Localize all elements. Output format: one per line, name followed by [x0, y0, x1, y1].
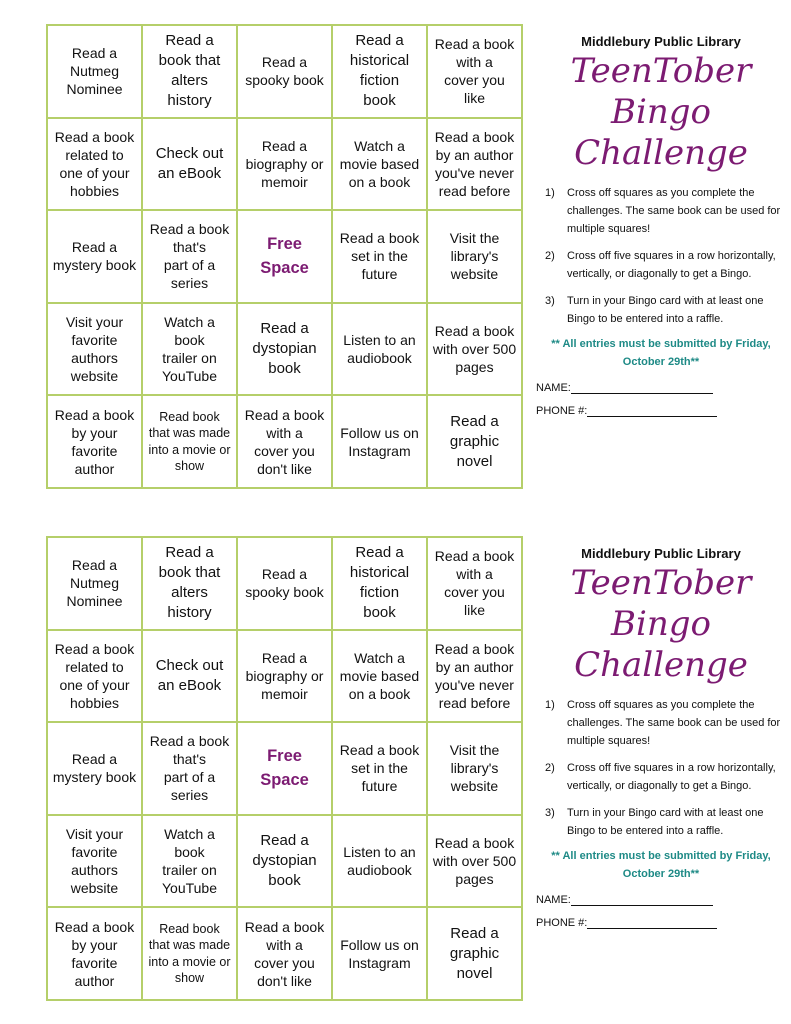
bingo-square: Read a book that's part of a series — [142, 210, 237, 303]
bingo-square: Watch a movie based on a book — [332, 118, 427, 211]
bingo-square: Read a spooky book — [237, 25, 332, 118]
phone-line[interactable] — [587, 915, 717, 929]
phone-label: PHONE #: — [536, 405, 588, 417]
rule-number: 1) — [545, 187, 555, 199]
bingo-square: Read a book with over 500 pages — [427, 815, 522, 908]
bingo-square: Read a book with over 500 pages — [427, 303, 522, 396]
bingo-card-1 — [0, 0, 791, 490]
name-field[interactable] — [536, 380, 786, 394]
name-label: NAME: — [536, 894, 571, 906]
bingo-square: Follow us on Instagram — [332, 395, 427, 488]
bingo-square: Follow us on Instagram — [332, 907, 427, 1000]
phone-field[interactable] — [536, 403, 786, 417]
bingo-square: Read a book by an author you've never read before — [427, 118, 522, 211]
rule-number: 3) — [545, 807, 555, 819]
name-label: NAME: — [536, 382, 571, 394]
bingo-square: Read a book with a cover you like — [427, 537, 522, 630]
bingo-square: Read book that was made into a movie or show — [142, 395, 237, 488]
rule-number: 1) — [545, 699, 555, 711]
rule-text: Cross off five squares in a row horizontally, vertically, or diagonally to get a Bingo. — [567, 762, 776, 792]
bingo-square: Read a book by your favorite author — [47, 907, 142, 1000]
rule-item — [536, 804, 786, 840]
free-space-square: Free Space — [237, 210, 332, 303]
bingo-square: Read a book related to one of your hobbies — [47, 630, 142, 723]
bingo-square: Visit your favorite authors website — [47, 303, 142, 396]
bingo-square: Visit your favorite authors website — [47, 815, 142, 908]
bingo-square: Watch a movie based on a book — [332, 630, 427, 723]
rule-text: Turn in your Bingo card with at least one Bingo to be entered into a raffle. — [567, 807, 764, 837]
bingo-square: Read a mystery book — [47, 210, 142, 303]
bingo-square: Read a book with a cover you don't like — [237, 907, 332, 1000]
bingo-grid — [46, 536, 523, 1001]
rule-item — [536, 759, 786, 795]
bingo-square: Read a biography or memoir — [237, 118, 332, 211]
bingo-square: Listen to an audiobook — [332, 815, 427, 908]
bingo-square: Listen to an audiobook — [332, 303, 427, 396]
rule-item — [536, 247, 786, 283]
rule-number: 3) — [545, 295, 555, 307]
rules-list — [536, 696, 786, 840]
challenge-title: TeenTober Bingo Challenge — [570, 563, 752, 685]
phone-field[interactable] — [536, 915, 786, 929]
deadline-note: ** All entries must be submitted by Friday, October 29th** — [551, 850, 771, 880]
deadline-note: ** All entries must be submitted by Friday, October 29th** — [551, 338, 771, 368]
bingo-square: Read a graphic novel — [427, 395, 522, 488]
bingo-square: Watch a book trailer on YouTube — [142, 815, 237, 908]
rules-list — [536, 184, 786, 328]
bingo-grid — [46, 24, 523, 489]
library-name: Middlebury Public Library — [581, 546, 741, 561]
rule-item — [536, 292, 786, 328]
bingo-square: Visit the library's website — [427, 210, 522, 303]
bingo-square: Read a dystopian book — [237, 303, 332, 396]
name-line[interactable] — [571, 380, 713, 394]
challenge-title: TeenTober Bingo Challenge — [570, 51, 752, 173]
free-space-square: Free Space — [237, 722, 332, 815]
bingo-square: Read a historical fiction book — [332, 25, 427, 118]
bingo-square: Read a biography or memoir — [237, 630, 332, 723]
bingo-square: Visit the library's website — [427, 722, 522, 815]
rule-item — [536, 696, 786, 750]
bingo-square: Read a Nutmeg Nominee — [47, 537, 142, 630]
bingo-square: Read a book set in the future — [332, 210, 427, 303]
instructions-panel — [536, 24, 786, 417]
bingo-square: Read a book that's part of a series — [142, 722, 237, 815]
rule-text: Cross off five squares in a row horizontally, vertically, or diagonally to get a Bingo. — [567, 250, 776, 280]
rule-number: 2) — [545, 250, 555, 262]
bingo-square: Read a graphic novel — [427, 907, 522, 1000]
bingo-square: Check out an eBook — [142, 630, 237, 723]
bingo-square: Read a dystopian book — [237, 815, 332, 908]
instructions-panel — [536, 536, 786, 929]
rule-number: 2) — [545, 762, 555, 774]
bingo-square: Read a book related to one of your hobbies — [47, 118, 142, 211]
bingo-square: Read a book that alters history — [142, 25, 237, 118]
bingo-square: Read a spooky book — [237, 537, 332, 630]
bingo-square: Read a book by your favorite author — [47, 395, 142, 488]
name-field[interactable] — [536, 892, 786, 906]
bingo-square: Read a book set in the future — [332, 722, 427, 815]
bingo-square: Read a historical fiction book — [332, 537, 427, 630]
name-line[interactable] — [571, 892, 713, 906]
bingo-square: Read a Nutmeg Nominee — [47, 25, 142, 118]
bingo-square: Read a book by an author you've never read before — [427, 630, 522, 723]
bingo-square: Read a book with a cover you like — [427, 25, 522, 118]
bingo-square: Read a book with a cover you don't like — [237, 395, 332, 488]
library-name: Middlebury Public Library — [581, 34, 741, 49]
bingo-square: Read a mystery book — [47, 722, 142, 815]
bingo-square: Read book that was made into a movie or show — [142, 907, 237, 1000]
bingo-card-2 — [0, 512, 791, 1002]
phone-label: PHONE #: — [536, 917, 588, 929]
rule-text: Cross off squares as you complete the challenges. The same book can be used for multiple squares! — [567, 187, 781, 235]
bingo-square: Check out an eBook — [142, 118, 237, 211]
rule-text: Cross off squares as you complete the challenges. The same book can be used for multiple squares! — [567, 699, 781, 747]
phone-line[interactable] — [587, 403, 717, 417]
bingo-square: Watch a book trailer on YouTube — [142, 303, 237, 396]
bingo-square: Read a book that alters history — [142, 537, 237, 630]
rule-text: Turn in your Bingo card with at least one Bingo to be entered into a raffle. — [567, 295, 764, 325]
rule-item — [536, 184, 786, 238]
